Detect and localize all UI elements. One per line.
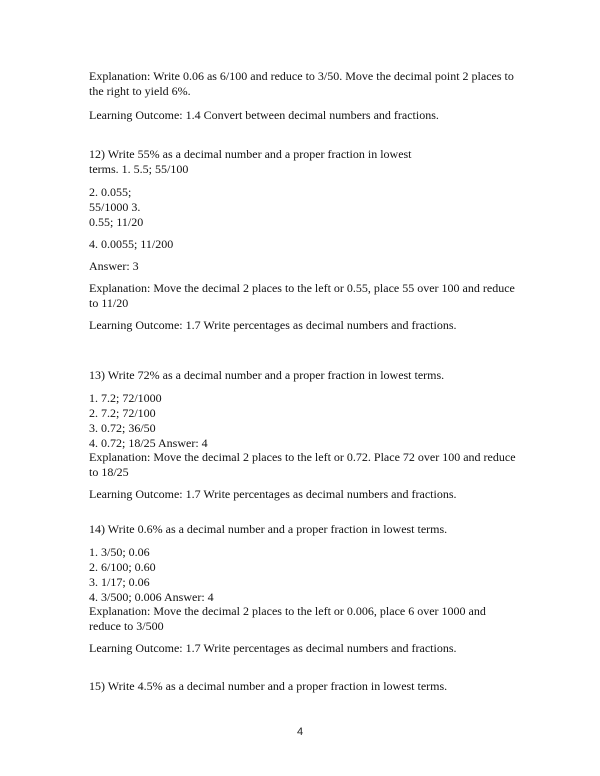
explanation-12: Explanation: Move the decimal 2 places to the left or 0.55, place 55 over 100 and reduce [89,281,515,295]
option-12-3: 0.55; 11/20 [89,215,144,229]
answer-12: Answer: 3 [89,259,139,273]
learning-outcome-11: Learning Outcome: 1.4 Convert between decimal numbers and fractions. [89,108,439,122]
question-13: 13) Write 72% as a decimal number and a proper fraction in lowest terms. [89,368,445,382]
question-12: 12) Write 55% as a decimal number and a proper fraction in lowest [89,147,412,161]
question-15: 15) Write 4.5% as a decimal number and a proper fraction in lowest terms. [89,679,448,693]
learning-outcome-13: Learning Outcome: 1.7 Write percentages as decimal numbers and fractions. [89,487,457,501]
question-14: 14) Write 0.6% as a decimal number and a proper fraction in lowest terms. [89,522,448,536]
option-13-1: 1. 7.2; 72/1000 [89,391,162,405]
explanation-11: Explanation: Write 0.06 as 6/100 and reduce to 3/50. Move the decimal point 2 places to [89,69,514,83]
explanation-13-cont: to 18/25 [89,465,129,479]
question-12-cont: terms. 1. 5.5; 55/100 [89,162,189,176]
option-14-3: 3. 1/17; 0.06 [89,575,150,589]
option-14-2: 2. 6/100; 0.60 [89,560,156,574]
option-13-3: 3. 0.72; 36/50 [89,421,156,435]
explanation-13: Explanation: Move the decimal 2 places to the left or 0.72. Place 72 over 100 and reduce [89,450,516,464]
option-14-4-answer: 4. 3/500; 0.006 Answer: 4 [89,590,214,604]
explanation-14: Explanation: Move the decimal 2 places to the left or 0.006, place 6 over 1000 and [89,604,486,618]
option-12-2: 2. 0.055; [89,185,132,199]
explanation-14-cont: reduce to 3/500 [89,619,164,633]
option-14-1: 1. 3/50; 0.06 [89,545,150,559]
explanation-11-cont: the right to yield 6%. [89,84,191,98]
option-13-2: 2. 7.2; 72/100 [89,406,156,420]
option-12-4: 4. 0.0055; 11/200 [89,237,174,251]
page-number: 4 [296,726,304,738]
learning-outcome-12: Learning Outcome: 1.7 Write percentages as decimal numbers and fractions. [89,318,457,332]
explanation-12-cont: to 11/20 [89,296,129,310]
option-12-2-cont: 55/1000 3. [89,200,141,214]
option-13-4-answer: 4. 0.72; 18/25 Answer: 4 [89,436,208,450]
learning-outcome-14: Learning Outcome: 1.7 Write percentages as decimal numbers and fractions. [89,641,457,655]
